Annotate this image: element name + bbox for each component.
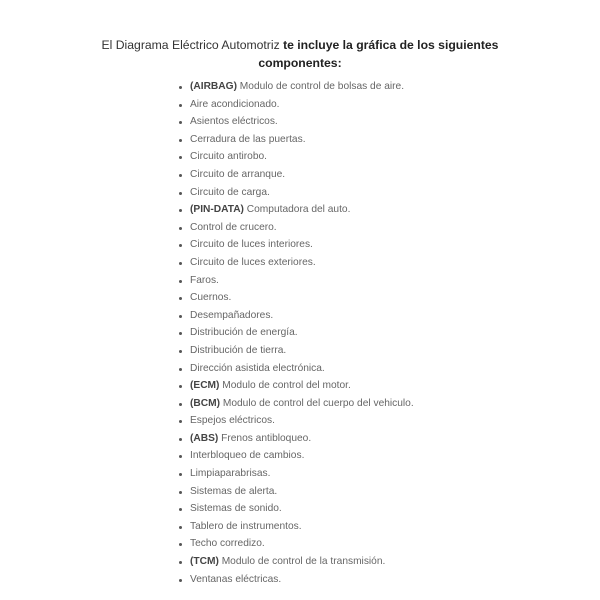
list-item	[176, 395, 414, 413]
list-item	[176, 535, 414, 553]
item-text: Dirección asistida electrónica.	[190, 362, 325, 374]
item-text: Cerradura de las puertas.	[190, 133, 306, 145]
item-text: Circuito de luces exteriores.	[190, 256, 316, 268]
item-text: Interbloqueo de cambios.	[190, 450, 305, 462]
item-text: Modulo de control de bolsas de aire.	[236, 81, 405, 92]
intro-heading	[100, 36, 500, 72]
item-code: (TCM)	[190, 556, 219, 568]
item-text: Computadora del auto.	[243, 204, 351, 216]
list-item	[176, 360, 414, 378]
list-item	[176, 78, 414, 96]
item-text: Cuernos.	[190, 292, 232, 304]
item-text: Espejos eléctricos.	[190, 415, 275, 427]
list-item	[176, 307, 414, 325]
list-item	[176, 96, 414, 114]
item-code: (AIRBAG)	[190, 81, 237, 92]
item-text: Ventanas eléctricas.	[190, 573, 282, 585]
item-text: Distribución de energía.	[190, 327, 298, 339]
heading-bold: te incluye la gráfica de los siguientes componentes:	[258, 38, 499, 70]
item-code: (ABS)	[190, 432, 219, 444]
list-item	[176, 571, 414, 589]
list-item	[176, 465, 414, 483]
components-list	[176, 78, 414, 588]
item-text: Modulo de control de la transmisión.	[218, 556, 386, 568]
list-item	[176, 148, 414, 166]
item-text: Control de crucero.	[190, 221, 277, 233]
list-item	[176, 184, 414, 202]
item-text: Modulo de control del cuerpo del vehiculo.	[220, 397, 414, 409]
item-text: Limpiaparabrisas.	[190, 468, 271, 480]
item-text: Desempañadores.	[190, 309, 274, 321]
item-text: Circuito de carga.	[190, 186, 270, 198]
item-code: (BCM)	[190, 397, 220, 409]
list-item	[176, 324, 414, 342]
item-text: Circuito de arranque.	[190, 168, 286, 180]
heading-normal: El Diagrama Eléctrico Automotriz	[101, 38, 284, 52]
item-text: Techo corredizo.	[190, 538, 265, 550]
item-text: Circuito de luces interiores.	[190, 239, 313, 251]
list-item	[176, 553, 414, 571]
item-text: Asientos eléctricos.	[190, 116, 278, 128]
list-item	[176, 254, 414, 272]
item-text: Sistemas de alerta.	[190, 485, 278, 497]
item-text: Frenos antibloqueo.	[218, 432, 312, 444]
item-text: Modulo de control del motor.	[219, 380, 351, 392]
list-item	[176, 219, 414, 237]
item-text: Circuito antirobo.	[190, 151, 268, 163]
item-code: (ECM)	[190, 380, 220, 392]
list-item	[176, 500, 414, 518]
list-item	[176, 236, 414, 254]
list-item	[176, 131, 414, 149]
item-text: Distribución de tierra.	[190, 344, 287, 356]
item-text: Tablero de instrumentos.	[190, 520, 302, 532]
list-item	[176, 166, 414, 184]
list-item	[176, 201, 414, 219]
list-item	[176, 342, 414, 360]
item-code: (PIN-DATA)	[190, 204, 244, 216]
item-text: Aire acondicionado.	[190, 98, 280, 110]
list-item	[176, 412, 414, 430]
list-item	[176, 289, 414, 307]
item-text: Faros.	[190, 274, 219, 286]
list-item	[176, 377, 414, 395]
list-item	[176, 113, 414, 131]
list-item	[176, 272, 414, 290]
list-item	[176, 518, 414, 536]
list-item	[176, 447, 414, 465]
item-text: Sistemas de sonido.	[190, 503, 282, 515]
list-item	[176, 430, 414, 448]
list-item	[176, 483, 414, 501]
